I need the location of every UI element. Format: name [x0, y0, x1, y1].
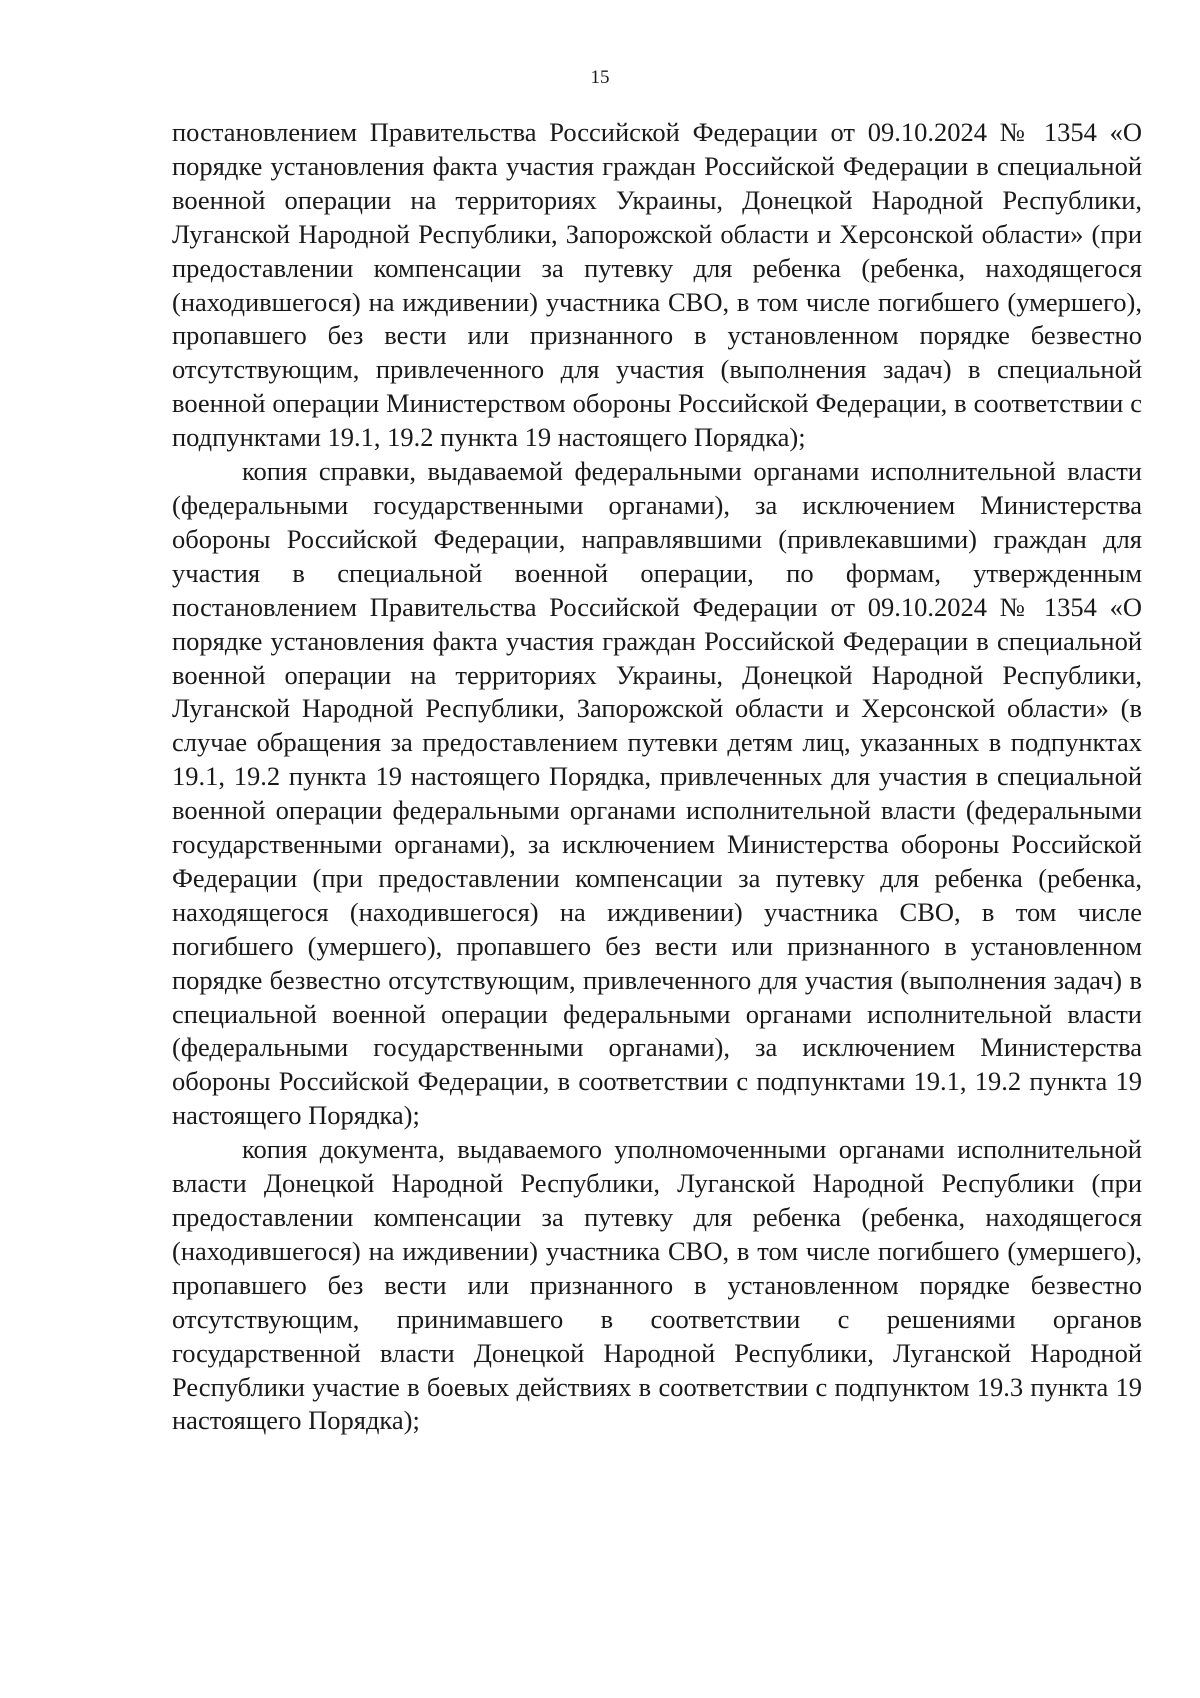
- page-number: 15: [590, 67, 610, 88]
- paragraph-dnr-lnr-document: копия документа, выдаваемого уполномоченными органами исполнительной власти Донецкой Народной Республики, Луганской Народной Республики (при предоставлении компенсации за путевку для ребенка (ребенка, находящегося (находившегося) на иждивении) участника СВО, в том числе погибшего (умершего), пропавшего без вести или признанного в установленном порядке безвестно отсутствующим, принимавшего в соответствии с решениями органов государственной власти Донецкой Народной Республики, Луганской Народной Республики участие в боевых действиях в соответствии с подпунктом 19.3 пункта 19 настоящего Порядка);: [172, 1134, 1142, 1436]
- paragraph-federal-agencies-certificate: копия справки, выдаваемой федеральными органами исполнительной власти (федеральными государственными органами), за исключением Министерства обороны Российской Федерации, направлявшими (привлекавшими) граждан для участия в специальной военной операции, по формам, утвержденным постановлением Правительства Российской Федерации от 09.10.2024 № 1354 «О порядке установления факта участия граждан Российской Федерации в специальной военной операции на территориях Украины, Донецкой Народной Республики, Луганской Народной Республики, Запорожской области и Херсонской области» (в случае обращения за предоставлением путевки детям лиц, указанных в подпунктах 19.1, 19.2 пункта 19 настоящего Порядка, привлеченных для участия в специальной военной операции федеральными органами исполнительной власти (федеральными государственными органами), за исключением Министерства обороны Российской Федерации (при предоставлении компенсации за путевку для ребенка (ребенка, находящегося (находившегося) на иждивении) участника СВО, в том числе погибшего (умершего), пропавшего без вести или признанного в установленном порядке безвестно отсутствующим, привлеченного для участия (выполнения задач) в специальной военной операции федеральными органами исполнительной власти (федеральными государственными органами), за исключением Министерства обороны Российской Федерации, в соответствии с подпунктами 19.1, 19.2 пункта 19 настоящего Порядка);: [172, 456, 1142, 1131]
- document-body: [172, 116, 1142, 1438]
- paragraph-continuation: постановлением Правительства Российской Федерации от 09.10.2024 № 1354 «О порядке установления факта участия граждан Российской Федерации в специальной военной операции на территориях Украины, Донецкой Народной Республики, Луганской Народной Республики, Запорожской области и Херсонской области» (при предоставлении компенсации за путевку для ребенка (ребенка, находящегося (находившегося) на иждивении) участника СВО, в том числе погибшего (умершего), пропавшего без вести или признанного в установленном порядке безвестно отсутствующим, привлеченного для участия (выполнения задач) в специальной военной операции Министерством обороны Российской Федерации, в соответствии с подпунктами 19.1, 19.2 пункта 19 настоящего Порядка);: [172, 117, 1142, 453]
